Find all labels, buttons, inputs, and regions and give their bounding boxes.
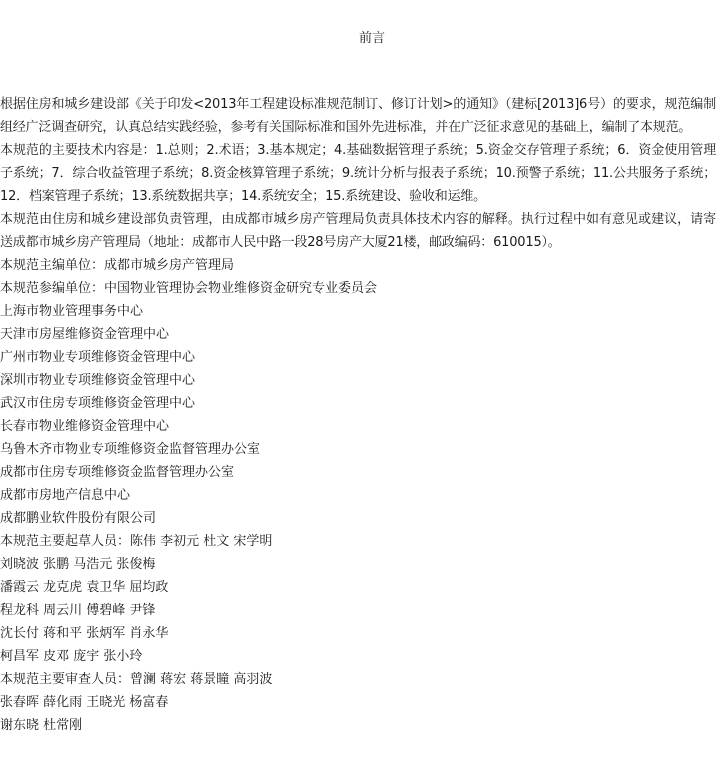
paragraph-technical-contents: 本规范的主要技术内容是：1.总则；2.术语；3.基本规定；4.基础数据管理子系统；5.资金交存管理子系统；6．资金使用管理子系统；7．综合收益管理子系统；8.资金核算管理子系统；9.统计分析与报表子系统；10.预警子系统；11.公共服务子系统；12．档案管理子系统；13.系统数据共享；14.系统安全；15.系统建设、验收和运维。 — [0, 143, 716, 204]
participating-unit: 长春市物业维修资金管理中心 — [0, 419, 170, 434]
participating-unit: 成都市房地产信息中心 — [0, 488, 131, 503]
drafters-line: 程龙科 周云川 傅碧峰 尹锋 — [0, 603, 156, 618]
chief-editor-unit: 本规范主编单位：成都市城乡房产管理局 — [0, 258, 235, 273]
drafters-line: 沈长付 蒋和平 张炳军 肖永华 — [0, 626, 169, 641]
participating-unit: 成都市住房专项维修资金监督管理办公室 — [0, 465, 235, 480]
page-title: 前言 — [358, 31, 385, 46]
participating-unit: 天津市房屋维修资金管理中心 — [0, 327, 170, 342]
drafters-line: 柯昌军 皮邓 庞宇 张小玲 — [0, 649, 143, 664]
participating-unit: 深圳市物业专项维修资金管理中心 — [0, 373, 196, 388]
drafters-line: 潘霞云 龙克虎 袁卫华 屈均政 — [0, 580, 169, 595]
drafters-line: 刘晓波 张鹏 马浩元 张俊梅 — [0, 557, 156, 572]
participating-unit: 武汉市住房专项维修资金管理中心 — [0, 396, 196, 411]
participating-unit: 本规范参编单位：中国物业管理协会物业维修资金研究专业委员会 — [0, 281, 378, 296]
participating-unit: 广州市物业专项维修资金管理中心 — [0, 350, 196, 365]
document-body — [0, 93, 716, 737]
participating-unit: 上海市物业管理事务中心 — [0, 304, 144, 319]
participating-unit: 乌鲁木齐市物业专项维修资金监督管理办公室 — [0, 442, 261, 457]
paragraph-management: 本规范由住房和城乡建设部负责管理，由成都市城乡房产管理局负责具体技术内容的解释。执行过程中如有意见或建议，请寄送成都市城乡房产管理局（地址：成都市人民中路一段28号房产大厦21楼，邮政编码：610015）。 — [0, 212, 716, 250]
reviewers-line: 张春晖 薛化雨 王晓光 杨富春 — [0, 695, 169, 710]
paragraph-basis: 根据住房和城乡建设部《关于印发<2013年工程建设标准规范制订、修订计划>的通知》（建标[2013]6号）的要求，规范编制组经广泛调查研究，认真总结实践经验，参考有关国际标准和国外先进标准，并在广泛征求意见的基础上，编制了本规范。 — [0, 97, 716, 135]
participating-unit: 成都鹏业软件股份有限公司 — [0, 511, 157, 526]
reviewers-line: 谢东晓 杜常刚 — [0, 718, 83, 733]
reviewers-line: 本规范主要审查人员：曾澜 蒋宏 蒋景瞳 高羽波 — [0, 672, 273, 687]
drafters-line: 本规范主要起草人员：陈伟 李初元 杜文 宋学明 — [0, 534, 273, 549]
